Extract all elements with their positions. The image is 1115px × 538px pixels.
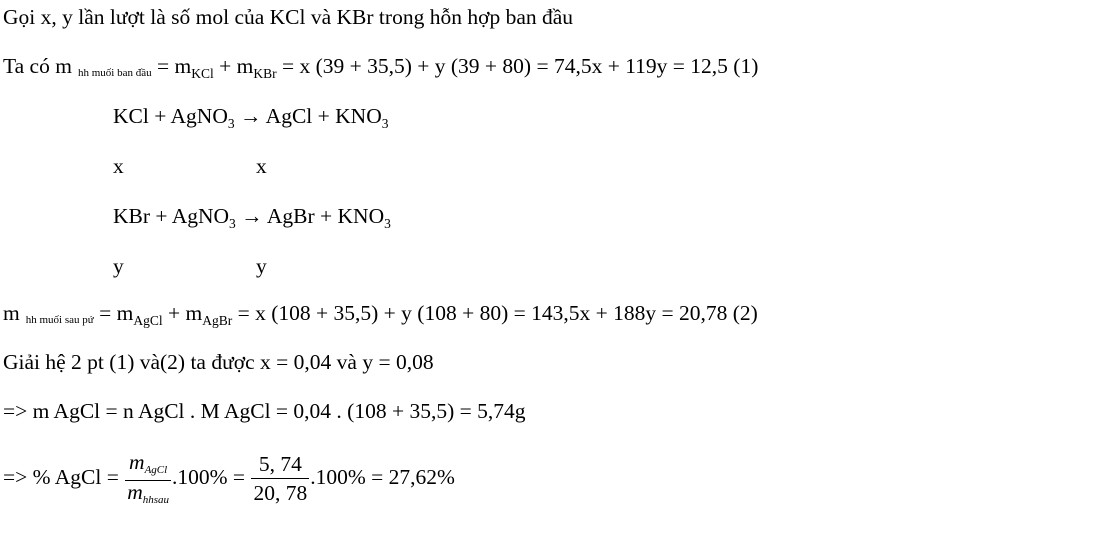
final-mass-eq1: = m [93,301,134,325]
mole-y-left: y [113,254,124,278]
mole-y-right: y [256,254,267,278]
kbr-subscript: KBr [253,66,277,81]
percentage-result: .100% = 27,62% [310,464,455,489]
fraction1-den-m: m [127,480,143,504]
initial-mass-equation [3,56,758,81]
kcl-subscript: KCl [191,66,214,81]
system-solution-line [3,352,434,374]
initial-mixture-subscript: hh muối ban đầu [77,67,152,79]
intro-text: Gọi x, y lần lượt là số mol của KCl và KBr trong hỗn hợp ban đầu [3,5,574,29]
agbr-subscript: AgBr [202,313,233,328]
intro-line [3,7,573,29]
agcl-mass-line [3,401,526,423]
reaction-kcl [113,106,388,131]
final-mass-equation [3,303,758,328]
percentage-line [3,452,455,506]
reaction-kbr-sub2: 3 [384,216,391,231]
fraction1-num-sub: AgCl [144,464,168,476]
numeric-fraction [251,451,309,505]
agcl-mass-text: => m AgCl = n AgCl . M AgCl = 0,04 . (108 + 35,5) = 5,74g [3,399,526,423]
reaction-kbr-b: → AgBr + KNO [235,204,385,228]
fraction1-numerator [125,452,171,480]
percentage-mid: .100% = [172,464,251,489]
final-mass-rest: = x (108 + 35,5) + y (108 + 80) = 143,5x + 188y = 20,78 (2) [232,301,758,325]
reaction-kcl-a: KCl + AgNO [113,104,228,128]
fraction1-denominator [125,481,171,506]
agcl-subscript: AgCl [133,313,163,328]
fraction1-den-sub: hhsau [142,494,170,506]
reaction-kcl-sub2: 3 [381,116,389,131]
mole-row-x [113,156,124,178]
fraction1-num-m: m [129,450,145,474]
final-mass-prefix: m [3,301,20,325]
reaction-kbr-a: KBr + AgNO [113,204,230,228]
initial-mass-eq2: + m [213,54,254,78]
final-mass-eq2: + m [162,301,203,325]
final-mixture-subscript: hh muối sau pứ [25,314,94,326]
fraction2-numerator: 5, 74 [258,451,302,476]
fraction2-denominator: 20, 78 [253,481,308,505]
reaction-kcl-b: → AgCl + KNO [234,104,382,128]
reaction-kbr-sub1: 3 [229,216,236,231]
mole-row-x-right [256,156,267,178]
percentage-prefix: => % AgCl = [3,464,125,489]
reaction-kbr [113,206,391,231]
mass-ratio-fraction [125,452,171,506]
reaction-kcl-sub1: 3 [227,116,235,131]
initial-mass-prefix: Ta có m [3,54,72,78]
mole-row-y [113,256,124,278]
mole-x-left: x [113,154,124,178]
mole-x-right: x [256,154,267,178]
initial-mass-rest: = x (39 + 35,5) + y (39 + 80) = 74,5x + 119y = 12,5 (1) [276,54,759,78]
mole-row-y-right [256,256,267,278]
system-solution-text: Giải hệ 2 pt (1) và(2) ta được x = 0,04 và y = 0,08 [3,350,434,374]
initial-mass-eq1: = m [151,54,192,78]
